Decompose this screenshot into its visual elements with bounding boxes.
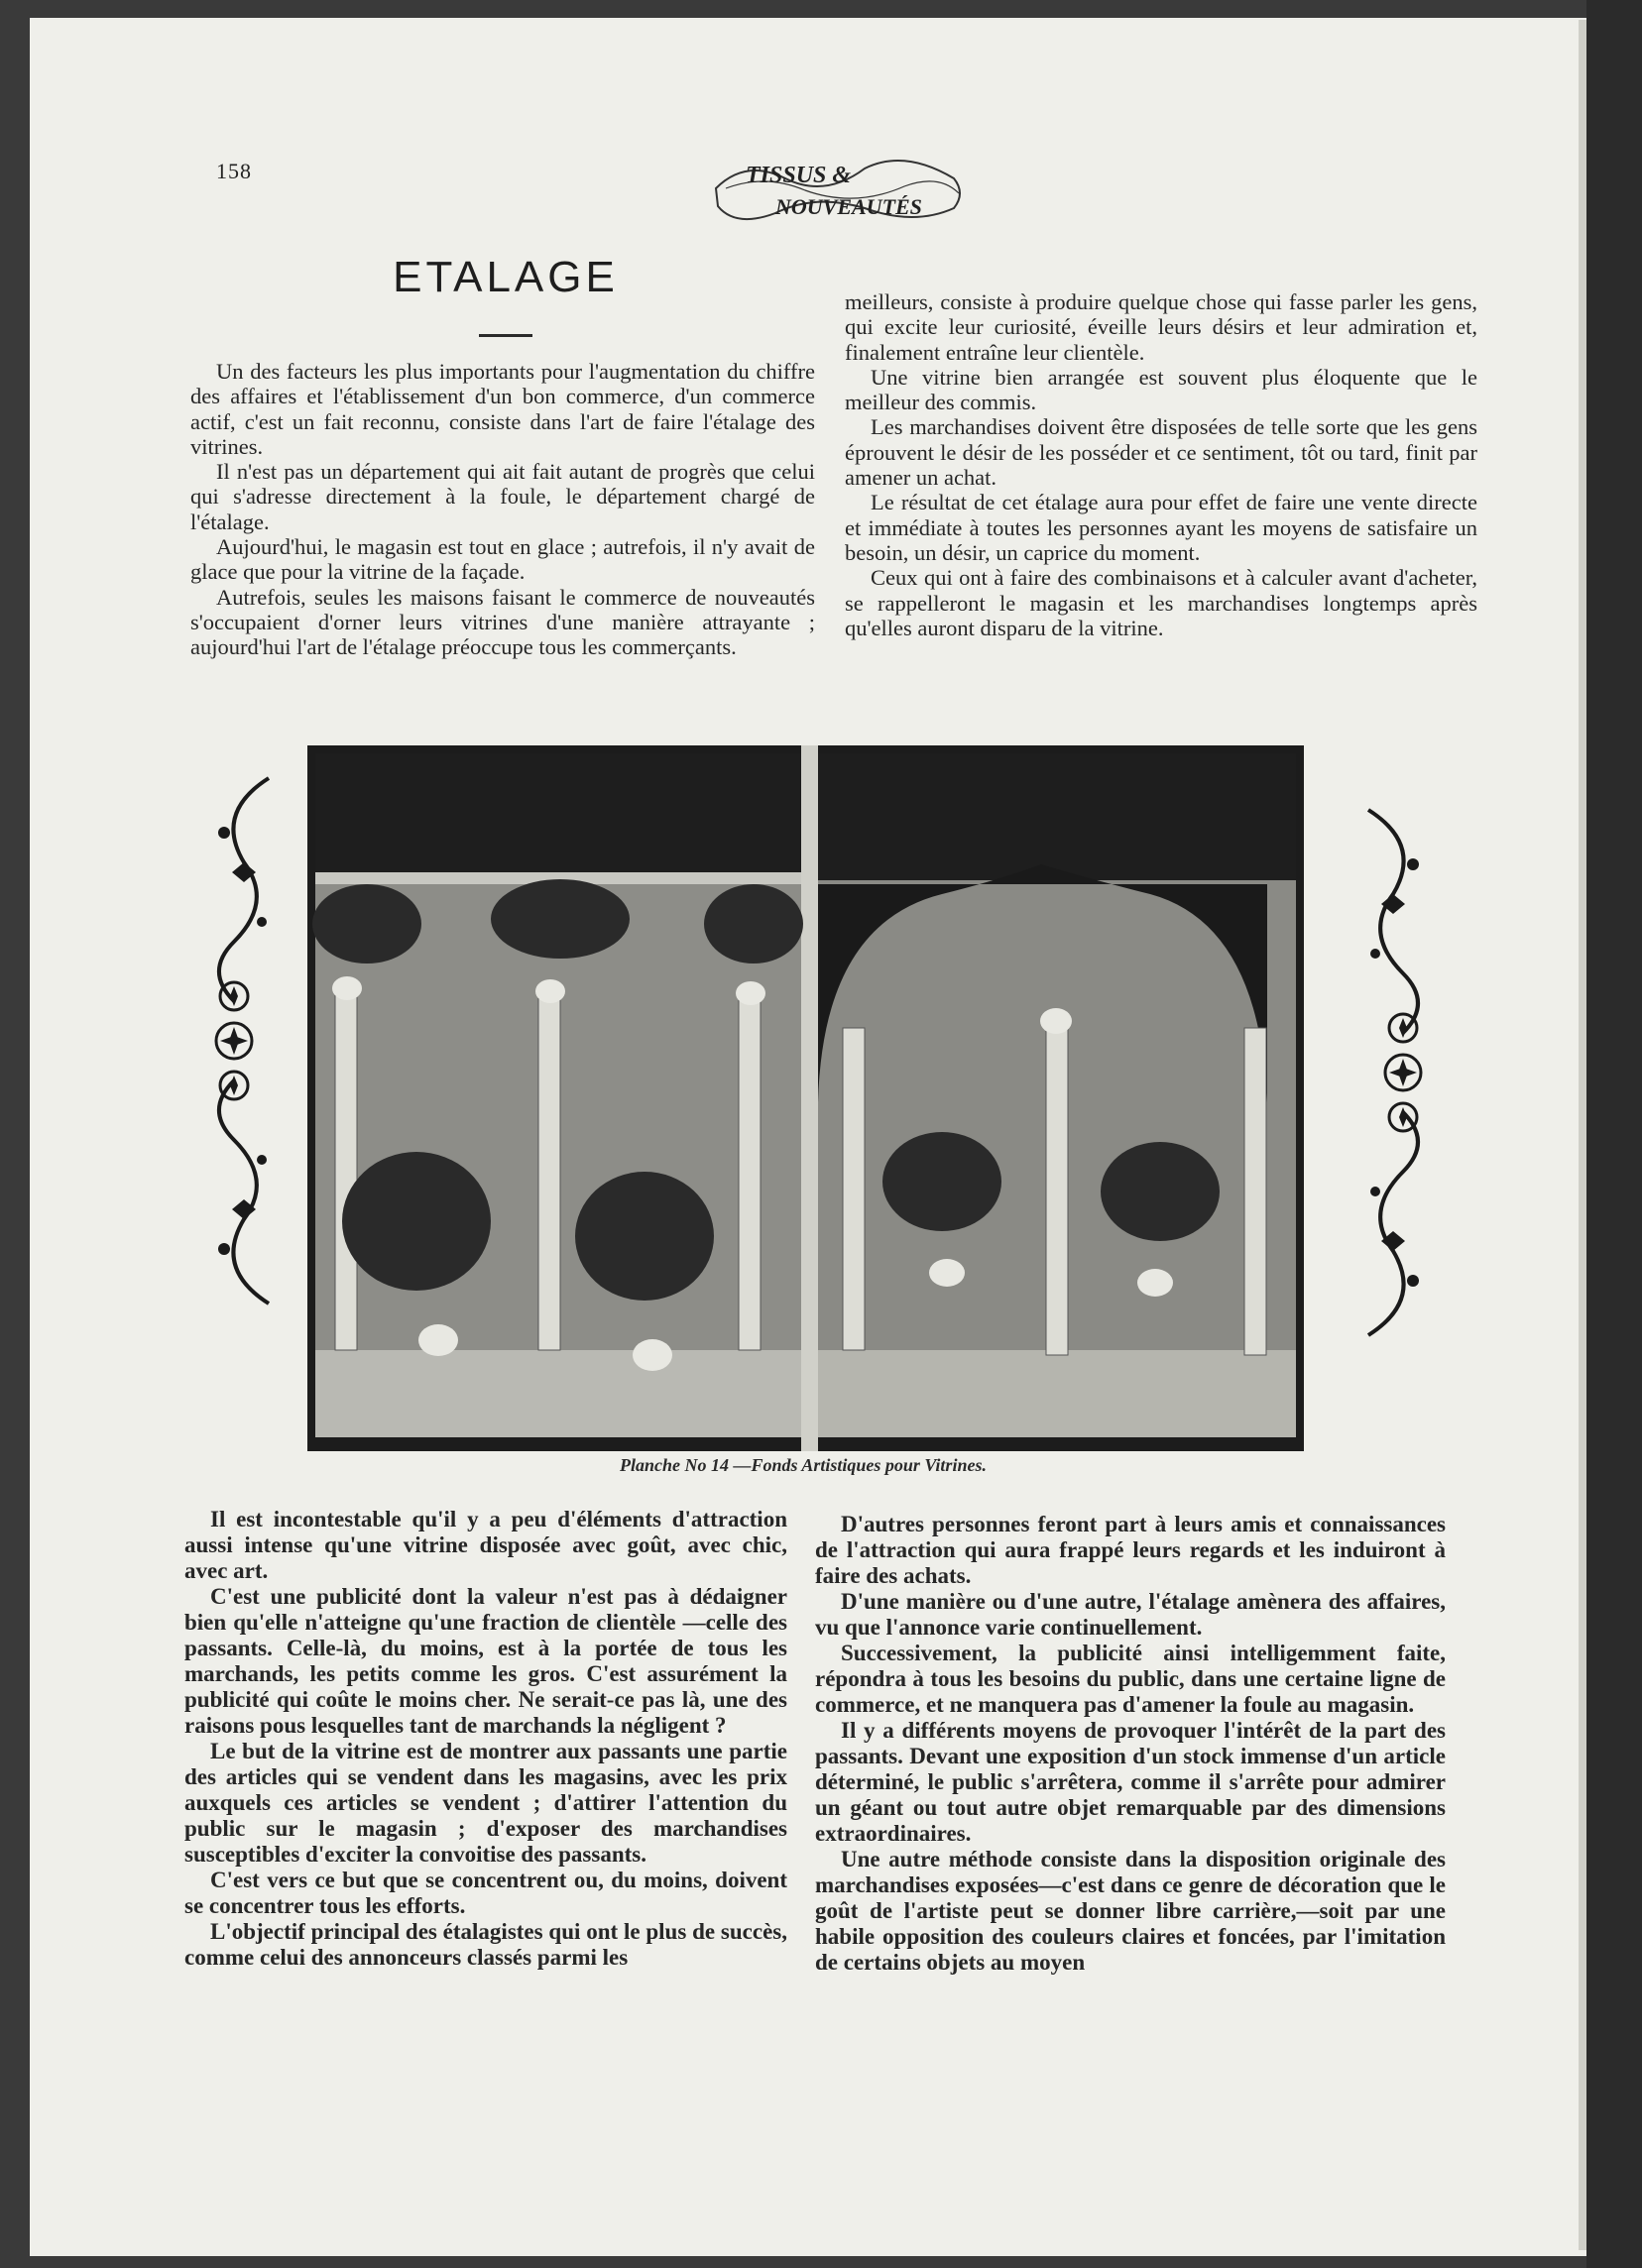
paragraph: C'est une publicité dont la valeur n'est pas à dédaigner bien qu'elle n'atteigne qu'une fraction de clientèle —celle des passants. Celle-là, du moins, est à la portée de tous les marchands, les petits comme les gros. C'est assurément la publicité qui coûte le moins cher. Ne serait-ce pas là, une des raisons pous lesquelles tant de marchands la négligent ? — [184, 1584, 787, 1738]
paragraph: D'une manière ou d'une autre, l'étalage amènera des affaires, vu que l'annonce varie continuellement. — [815, 1589, 1446, 1640]
paragraph: Le but de la vitrine est de montrer aux passants une partie des articles qui se vendent dans les magasins, avec les prix auxquels ces articles se vendent ; d'attirer l'attention du public sur le magasin ; d'exposer des marchandises susceptibles d'exciter la convoitise des passants. — [184, 1739, 787, 1867]
paragraph: Il n'est pas un département qui ait fait autant de progrès que celui qui s'adresse directement à la foule, le département chargé de l'étalage. — [190, 459, 815, 534]
paragraph: Aujourd'hui, le magasin est tout en glace ; autrefois, il n'y avait de glace que pour la vitrine de la façade. — [190, 534, 815, 585]
column-bottom-left — [184, 1507, 787, 1971]
paragraph: D'autres personnes feront part à leurs amis et connaissances de l'attraction qui aura frappé leurs regards et les induiront à faire des achats. — [815, 1512, 1446, 1588]
paragraph: Une autre méthode consiste dans la disposition originale des marchandises exposées—c'est dans ce genre de décoration que le goût de l'artiste peut se donner libre carrière,—soit par une habile opposition des couleurs claires et foncées, par l'imitation de certains objets au moyen — [815, 1847, 1446, 1975]
masthead-line1: TISSUS & — [746, 163, 852, 188]
column-bottom-right — [815, 1512, 1446, 1976]
column-top-left — [190, 359, 815, 660]
page-edge — [1579, 20, 1586, 2250]
paragraph: Le résultat de cet étalage aura pour effet de faire une vente directe et immédiate à toutes les personnes ayant les moyens de satisfaire un besoin, un désir, un caprice du moment. — [845, 490, 1477, 565]
paragraph: Il y a différents moyens de provoquer l'intérêt de la part des passants. Devant une exposition d'un stock immense d'un article déterminé, le public s'arrêtera, comme il s'arrête pour admirer un géant ou tout autre objet remarquable par des dimensions extraordinaires. — [815, 1718, 1446, 1846]
paragraph: Successivement, la publicité ainsi intelligemment faite, répondra à tous les besoins du public, dans une certaine ligne de commerce, et ne manquera pas d'amener la foule au magasin. — [815, 1641, 1446, 1717]
page-number: 158 — [216, 159, 252, 183]
paragraph-continuation: meilleurs, consiste à produire quelque chose qui fasse parler les gens, qui excite leur curiosité, éveille leurs désirs et leur admiration et, finalement entraîne leur clientèle. — [845, 289, 1477, 365]
paragraph: C'est vers ce but que se concentrent ou, du moins, doivent se concentrer tous les efforts. — [184, 1868, 787, 1918]
paragraph: Ceux qui ont à faire des combinaisons et à calculer avant d'acheter, se rappelleront le magasin et les marchandises longtemps après qu'elles auront disparu de la vitrine. — [845, 565, 1477, 640]
article-title: ETALAGE — [393, 253, 619, 301]
masthead-logo — [706, 149, 974, 228]
scroll-ornament-right — [1339, 805, 1442, 1340]
paragraph: Une vitrine bien arrangée est souvent plus éloquente que le meilleur des commis. — [845, 364, 1477, 415]
paragraph: L'objectif principal des étalagistes qui ont le plus de succès, comme celui des annonceurs classés parmi les — [184, 1919, 787, 1970]
scan-background — [1586, 0, 1642, 2268]
masthead-line2: NOUVEAUTÉS — [775, 194, 922, 219]
title-rule — [479, 334, 532, 337]
paragraph: Un des facteurs les plus importants pour l'augmentation du chiffre des affaires et l'établissement d'un bon commerce, d'un commerce actif, c'est un fait reconnu, consiste dans l'art de faire l'étalage des vitrines. — [190, 359, 815, 459]
paragraph: Autrefois, seules les maisons faisant le commerce de nouveautés s'occupaient d'orner leurs vitrines d'une manière attrayante ; aujourd'hui l'art de l'étalage préoccupe tous les commerçants. — [190, 584, 815, 660]
paragraph: Les marchandises doivent être disposées de telle sorte que les gens éprouvent le désir de les posséder et ce sentiment, tôt ou tard, finit par amener un achat. — [845, 414, 1477, 491]
paragraph: Il est incontestable qu'il y a peu d'éléments d'attraction aussi intense qu'une vitrine disposée avec goût, avec chic, avec art. — [184, 1507, 787, 1583]
column-top-right — [845, 289, 1477, 640]
photo-caption: Planche No 14 —Fonds Artistiques pour Vitrines. — [620, 1455, 987, 1475]
shop-window-photograph — [307, 745, 1304, 1451]
scroll-ornament-left — [194, 773, 297, 1308]
